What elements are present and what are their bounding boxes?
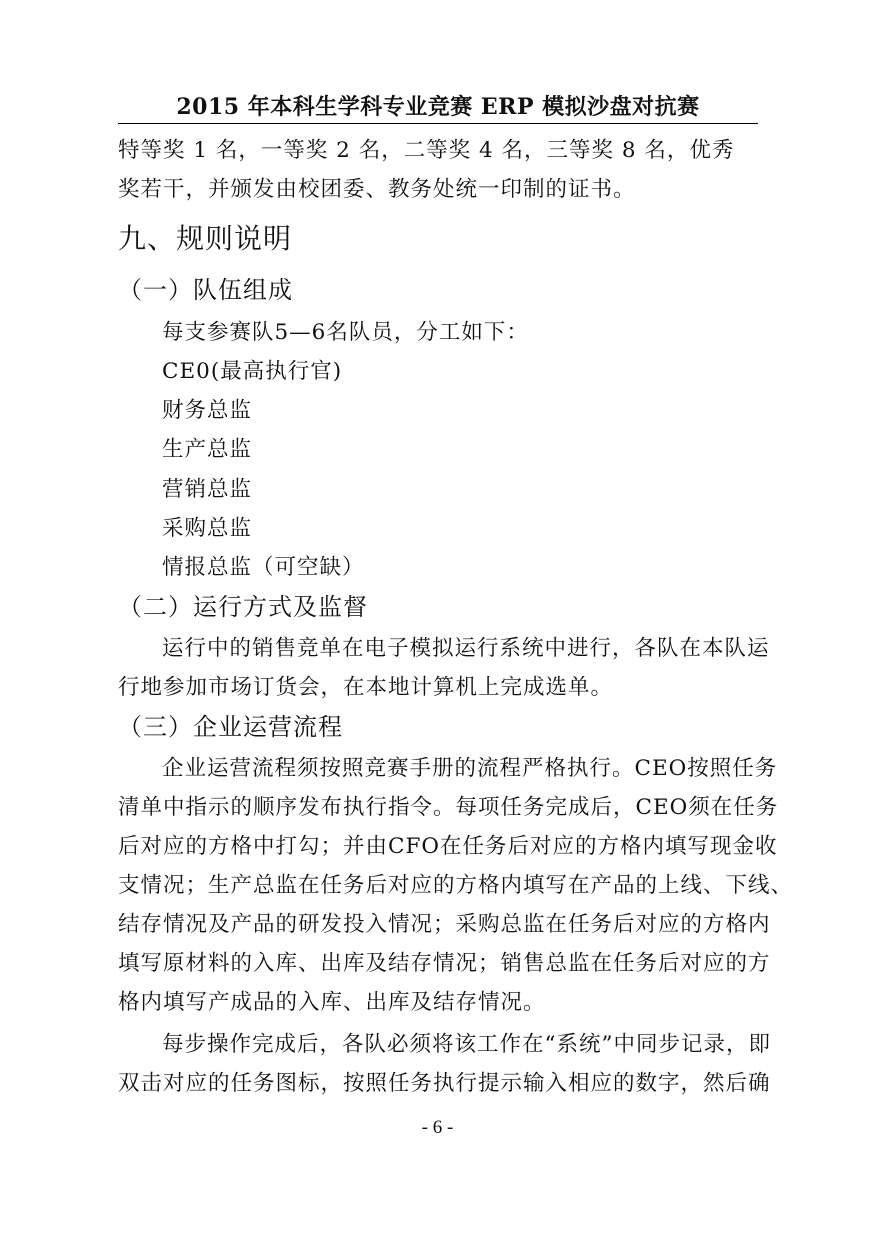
subsection-heading-team: （一）队伍组成 bbox=[118, 276, 293, 304]
process-line: 格内填写产成品的入库、出库及结存情况。 bbox=[118, 990, 546, 1015]
award-line-1: 特等奖 1 名，一等奖 2 名，二等奖 4 名，三等奖 8 名，优秀 bbox=[118, 138, 735, 163]
page-header-title: 2015 年本科生学科专业竞赛 ERP 模拟沙盘对抗赛 bbox=[176, 94, 700, 120]
role-item: 情报总监（可空缺） bbox=[162, 555, 365, 580]
section-heading-rules: 九、规则说明 bbox=[118, 222, 293, 255]
operation-line-2: 行地参加市场订货会，在本地计算机上完成选单。 bbox=[118, 675, 614, 700]
role-item: 财务总监 bbox=[162, 398, 253, 423]
sync-line: 每步操作完成后，各队必须将该工作在“系统”中同步记录，即 bbox=[162, 1032, 771, 1057]
team-intro: 每支参赛队5—6名队员，分工如下： bbox=[162, 320, 529, 345]
header-divider bbox=[118, 123, 758, 124]
process-line: 填写原材料的入库、出库及结存情况；销售总监在任务后对应的方 bbox=[118, 951, 771, 976]
process-line: 企业运营流程须按照竞赛手册的流程严格执行。CEO按照任务 bbox=[162, 756, 778, 781]
page-number: - 6 - bbox=[421, 1117, 454, 1138]
sync-line: 双击对应的任务图标，按照任务执行提示输入相应的数字，然后确 bbox=[118, 1071, 771, 1096]
process-line: 支情况；生产总监在任务后对应的方格内填写在产品的上线、下线、 bbox=[118, 873, 794, 898]
award-line-2: 奖若干，并颁发由校团委、教务处统一印制的证书。 bbox=[118, 177, 636, 202]
role-item: CE0(最高执行官) bbox=[162, 359, 343, 384]
process-line: 清单中指示的顺序发布执行指令。每项任务完成后，CEO须在任务 bbox=[118, 795, 779, 820]
subsection-heading-process: （三）企业运营流程 bbox=[118, 713, 343, 741]
subsection-heading-operation: （二）运行方式及监督 bbox=[118, 593, 368, 621]
operation-line-1: 运行中的销售竞单在电子模拟运行系统中进行，各队在本队运 bbox=[162, 636, 770, 661]
role-item: 营销总监 bbox=[162, 477, 253, 502]
role-item: 生产总监 bbox=[162, 437, 253, 462]
process-line: 后对应的方格中打勾；并由CFO在任务后对应的方格内填写现金收 bbox=[118, 834, 778, 859]
role-item: 采购总监 bbox=[162, 516, 253, 541]
process-line: 结存情况及产品的研发投入情况；采购总监在任务后对应的方格内 bbox=[118, 912, 771, 937]
